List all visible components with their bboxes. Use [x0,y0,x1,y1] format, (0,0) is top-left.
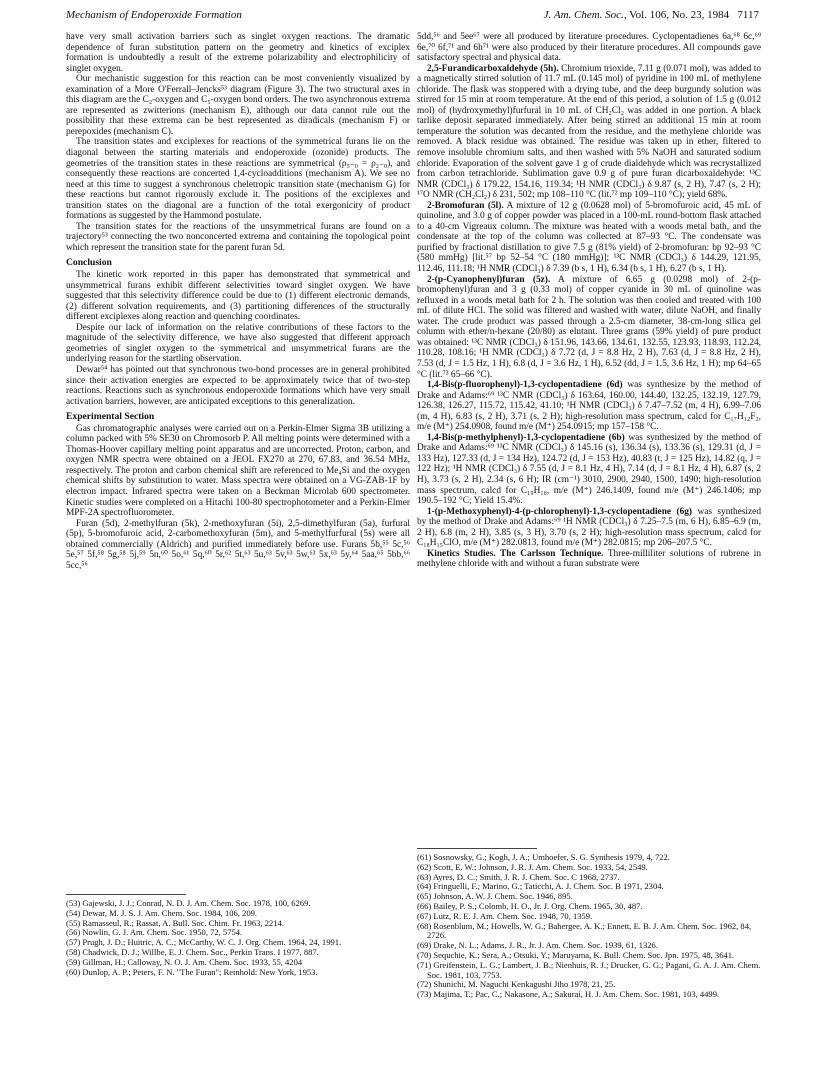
section-heading-experimental: Experimental Section [66,411,155,423]
reference-item: (66) Bailey, P. S.; Colomb, H. O., Jr. J. Org. Chem. 1965, 30, 487. [417,900,643,911]
header-title: Mechanism of Endoperoxide Formation [66,9,242,21]
paragraph: The transition states and exciplexes for reactions of the symmetrical furans lie on the diagonal between the starting materials and endoperoxide (ozonide) products. The geometries of the transition states in these reactions are symmetrical (ρ₅₋₀ = ρ₂₋₀), and consequently these reactions are concerted 1,4-cycloadditions (mechanism A). We see no need at this time to suggest a synchronous cheletropic transition state (mechanism G) for these reactions but cannot rigorously exclude it. The positions of the exciplexes and transition states on the diagonal are a function of the total exergonicity of product formations as suggested by the Hammond postulate. [66,137,410,222]
reference-item: (59) Gillman, H.; Calloway, N. O. J. Am. Chem. Soc. 1933, 55, 4204 [66,956,303,967]
reference-item: (55) Ramasseul, R.; Rassat, A. Bull. Soc. Chim. Fr. 1963, 2214. [66,917,284,928]
compound-heading: 1-(p-Methoxyphenyl)-4-(p-chlorophenyl)-1,3-cyclopentadiene (6g) [427,506,693,517]
compound-heading: 1,4-Bis(p-fluorophenyl)-1,3-cyclopentadiene (6d) [427,380,623,391]
paragraph-body: Three-milliliter solutions of rubrene in methylene chloride with and without a furan substrate were [417,548,761,570]
paragraph: have very small activation barriers such as singlet oxygen reactions. The dramatic dependence of furan substitution pattern on the geometry and kinetics of exciplex formation is undoubtedly a result of the extreme polarizability and electrophilicity of singlet oxygen. [66,32,410,74]
page-number: 7117 [737,9,759,21]
section-heading-conclusion: Conclusion [66,257,112,269]
section-heading-kinetics: Kinetics Studies. The Carlsson Technique. [427,548,604,559]
paragraph: Furan (5d), 2-methylfuran (5k), 2-methoxyfuran (5i), 2,5-dimethylfuran (5a), furfural (5p), 5-bromofuroic acid, 2-carbomethoxyfuran (5m), and 5-methylfurfural (5s) were all obtained commercially (Aldrich) and purified immediately before use. Furans 5b,⁵⁵ 5c,⁵⁶ 5e,⁵⁷ 5f,⁵⁸ 5g,⁵⁸ 5j,⁵⁹ 5n,⁶⁰ 5o,⁶¹ 5q,⁶⁰ 5r,⁶² 5t,⁶³ 5u,⁶³ 5v,⁶³ 5w,⁶³ 5x,⁶³ 5y,⁶⁴ 5aa,⁶⁵ 5bb,⁶⁶ 5cc,⁵⁶ [66,518,410,571]
reference-item: (72) Shunichi, M. Naguchi Kenkagushi Jiho 1978, 21, 25. [417,979,616,990]
paragraph: 5dd,⁵⁶ and 5ee⁶⁷ were all produced by literature procedures. Cyclopentadienes 6a,⁶⁸ 6c,⁶⁹ 6e,⁷⁰ 6f,⁷¹ and 6h⁷¹ were also produced by their literature procedures. All compounds gave satisfactory spectral and physical data. [417,32,761,64]
reference-item: (53) Gajewski, J. J.; Conrad, N. D. J. Am. Chem. Soc. 1978, 100, 6269. [66,898,311,908]
paragraph: The transition states for the reactions of the unsymmetrical furans are found on a trajectory⁵³ connecting the two nonconcerted extrema and containing the topological point which represent the transition state for the parent furan 5d. [66,221,410,253]
references-right [417,853,761,1000]
paragraph [417,380,761,433]
reference-item: (61) Sosnowsky, G.; Kogh, J. A.; Umhoefer, S. G. Synthesis 1979, 4, 722. [417,852,670,862]
reference-item: (70) Sequchie, K.; Sera, A.; Otsuki, Y.; Maruyama, K. Bull. Chem. Soc. Jpn. 1975, 48, 3641. [417,949,735,960]
paragraph [417,433,761,507]
reference-item: (73) Majima, T.; Pac, C.; Nakasone, A.; Sakurai, H. J. Am. Chem. Soc. 1981, 103, 4499. [417,989,720,1000]
header-journal: J. Am. Chem. Soc. [543,9,624,21]
reference-item: (69) Drake, N. L.; Adams, J. R., Jr. J. Am. Chem. Soc. 1939, 61, 1326. [417,940,658,951]
right-column [417,32,761,570]
paragraph: Our mechanistic suggestion for this reaction can be most conveniently visualized by examination of a More O'Ferrall–Jencks⁵³ diagram (Figure 3). The two structural axes in this diagram are the C₂-oxygen and C₅-oxygen bond orders. The two asynchronous extrema are represented as zwitterions (mechanism E), although our data cannot rule out the possibility that these extrema can be best represented as diradicals (mechanism F) or perepoxides (mechanism C). [66,74,410,137]
reference-item: (68) Rosenblum, M.; Howells, W. G.; Bahergee, A. K.; Ennett, E. B. J. Am. Chem. Soc. 1962, 84, 2726. [417,920,752,941]
paragraph: Dewar⁵⁴ has pointed out that synchronous two-bond processes are in general prohibited since their activation energies are expected to be approximately twice that of two-step reactions. Reactions such as synchronous endoperoxide formations which have very small activation barriers, however, are anticipated exceptions to this generalization. [66,364,410,407]
reference-item: (54) Dewar, M. J. S. J. Am. Chem. Soc. 1984, 106, 209. [66,907,258,918]
references-left [66,899,410,977]
footnote-rule [417,848,537,849]
reference-item: (58) Chadwick, D. J.; Willbe, E. J. Chem. Soc., Perkin Trans. I 1977, 887. [66,946,319,957]
paragraph: Gas chromatographic analyses were carried out on a Perkin-Elmer Sigma 3B utilizing a column packed with 5% SE30 on Chromosorb P. All melting points were determined with a Thomas-Hoover capillary melting point apparatus and are uncorrected. Proton, carbon, and oxygen NMR spectra were obtained on a JEOL FX270 at 270, 67.83, and 36.54 MHz, respectively. The proton and carbon chemical shift are referenced to Me₄Si and the oxygen chemical shifts by substitution to water. Mass spectra were obtained on a VG-ZAB-1F by electron impact. Infrared spectra were taken on a Beckman Microlab 600 spectrometer. Kinetic studies were completed on a Hitachi 100-80 spectrophotometer and a Perkin-Elmer MPF-2A spectrofluorometer. [66,423,410,519]
paragraph-body: A mixture of 12 g (0.0628 mol) of 5-bromofuroic acid, 45 mL of quinoline, and 3.0 g of copper powder was placed in a 100-mL round-bottom flask attached to a 40-cm Vigreaux column. The mixture was heated with a woods metal bath, and the condensate at the top of the column was collected at 87–93 °C. The condensate was purified by fractional distillation to give 7.5 g (81% yield) of 2-bromofuran: bp 92–93 °C (580 mmHg) [lit.⁵⁷ bp 52–54 °C (180 mmHg)]; ¹³C NMR (CDCl₃) δ 144.29, 121.95, 112.46, 111.18; ¹H NMR (CDCl₃) δ 7.39 (b s, 1 H), 6.34 (b s, 1 H), 6.27 (b s, 1 H). [417,200,761,275]
reference-item: (71) Greifenstein, L. G.; Lambert, J. B.; Nienhuis, R. J.; Drucker, G. G.; Pagani, G. A. J. Am. Chem. Soc. 1981, 103, 7753. [417,959,761,980]
reference-item: (65) Johnson, A. W. J. Chem. Soc. 1946, 895. [417,891,573,902]
reference-item: (56) Nowlin, G. J. Am. Chem. Soc. 1950, 72, 5754. [66,927,243,938]
left-column [66,32,410,571]
paragraph: Despite our lack of information on the relative contributions of these factors to the magnitude of the selectivity difference, we have also suggested that different approach geometries of singlet oxygen to the symmetrical and unsymmetrical furans are the underlying reason for the startling observation. [66,322,410,365]
compound-heading: 2-Bromofuran (5l). [427,200,504,211]
paragraph [417,201,761,275]
paragraph-body: was synthesized by the method of Drake and Adams:⁶⁹ ¹H NMR (CDCl₃) δ 7.25–7.5 (m, 6 H), 6.85–6.9 (m, 2 H), 6.8 (m, 2 H), 3.85 (s, 3 H), 3.70 (s, 2 H); high-resolution mass spectrum, calcd for C₁₈H₁₅ClO, m/e (M⁺) 282.0813, found m/e (M⁺) 282.0815; mp 206–207.5 °C. [417,506,761,549]
reference-item: (62) Scott, E. W.; Johnson, J. R. J. Am. Chem. Soc. 1933, 54, 2549. [417,861,648,872]
footnote-rule [66,894,186,895]
paragraph-body: A mixture of 6.65 g (0.0298 mol) of 2-(p-bromophenyl)furan and 3 g (0.33 mol) of copper cyanide in 30 mL of quinoline was refluxed in a woods metal bath for 2 h. The solution was then cooled and treated with 100 mL of dilute HCl. The solid was filtered and washed with water, dilute NaOH, and finally water. The crude product was passed through a 2.5-cm diameter, 38-cm-long silica gel column with ether/n-hexane (20/80) as elutant. Three grams (59% yield) of pure product was obtained: ¹³C NMR (CDCl₃) δ 151.96, 143.66, 134.61, 132.55, 123.93, 118.93, 112.24, 110.28, 108.16; ¹H NMR (CDCl₃) δ 7.72 (d, J = 8.8 Hz, 2 H), 7.63 (d, J = 8.8 Hz, 2 H), 7.53 (d, J = 1.5 Hz, 1 H), 6.8 (d, J = 3.6 Hz, 1 H), 6.52 (dd, J = 1.5, 3.6 Hz, 1 H); mp 64–65 °C (lit.⁷³ 65–66 °C). [417,274,761,380]
header-volume: , Vol. 106, No. 23, 1984 [623,9,730,21]
compound-heading: 2-(p-Cyanophenyl)furan (5z). [427,274,551,285]
paragraph [417,275,761,380]
paragraph-body: Chromium trioxide, 7.11 g (0.071 mol), was added to a magnetically stirred solution of 11.7 mL (0.145 mol) of pyridine in 100 mL of methylene chloride. The flask was stoppered with a drying tube, and the deep burgundy solution was stirred for 15 min at room temperature. At the end of this period, a solution of 1.5 g (0.012 mol) of (hydroxymethyl)furfural in 10 mL of CH₂Cl₂ was added in one portion. A black tarlike deposit separated immediately. After being stirred an additional 15 min at room temperature the solution was decanted from the residue, and the methylene chloride was removed. A black residue was obtained. The residue was taken up in ether, filtered to remove insoluble chromium salts, and then washed with 5% NaOH and saturated sodium chloride. Evaporation of the solvent gave 1 g of crude dialdehyde which was recrystallized from carbon tetrachloride. Sublimation gave 0.9 g of pure furan dicarboxaldehyde: ¹³C NMR (CDCl₃) δ 179.22, 154.16, 119.34; ¹H NMR (CDCl₃) δ 9.87 (s, 2 H), 7.47 (s, 2 H); ¹⁷O NMR (CH₂Cl₂) δ 231, 502; mp 108–110 °C (lit.⁷² mp 109–110 °C); yield 68%. [417,63,761,201]
paragraph-body: was synthesized by the method of Drake and Adams:⁶⁹ ¹³C NMR (CDCl₃) δ 145.16 (s), 136.34 (s), 133.36 (s), 129.31 (d, J = 133 Hz), 127.33 (d, J = 134 Hz), 124.72 (d, J = 153 Hz), 40.83 (t, J = 125 Hz), 14.82 (q, J = 122 Hz); ¹H NMR (CDCl₃) δ 7.55 (d, J = 8.1 Hz, 4 H), 7.14 (d, J = 8.1 Hz, 4 H), 6.87 (s, 2 H), 3.73 (s, 2 H), 2.34 (s, 6 H); IR (cm⁻¹) 3010, 2900, 2940, 1500, 1490; high-resolution mass spectrum, calcd for C₁₉H₁₈, m/e (M⁺) 246.1409, found m/e (M⁺) 246.1406; mp 190.5–192 °C; Yield 15.4%. [417,432,761,507]
compound-heading: 2,5-Furandicarboxaldehyde (5h). [427,63,559,74]
paragraph-body: was synthesize by the method of Drake and Adams:⁶⁹ ¹³C NMR (CDCl₃) δ 163.64, 160.00, 144.40, 132.25, 132.19, 127.79, 126.38, 126.27, 115.72, 115.42, 41.10; ¹H NMR (CDCl₃) δ 7.47–7.52 (m, 4 H), 6.99–7.06 (m, 4 H), 6.83 (s, 2 H), 3.71 (s, 2 H); high-resolution mass spectrum, calcd for C₁₇H₁₂F₂, m/e (M⁺) 254.0908, found m/e (M⁺) 254.0915; mp 157–158 °C. [417,380,761,433]
reference-item: (64) Fringuelli, F.; Marino, G.; Taticchi, A. J. Chem. Soc. B 1971, 2304. [417,881,664,892]
compound-heading: 1,4-Bis(p-methylphenyl)-1,3-cyclopentadiene (6b) [427,432,625,443]
paragraph [417,507,761,549]
reference-item: (67) Lutz, R. E. J. Am. Chem. Soc. 1948, 70, 1359. [417,910,593,921]
paragraph [417,549,761,570]
reference-item: (60) Dunlop, A. P.; Peters, F. N. "The Furan"; Reinhold: New York, 1953. [66,966,318,977]
reference-item: (57) Prugh, J. D.; Huitric, A. C.; McCarthy, W. C. J. Org. Chem. 1964, 24, 1991. [66,937,342,948]
reference-item: (63) Ayres, D. C.; Smith, J. R. J. Chem. Soc. C 1968, 2737. [417,871,620,882]
paragraph: The kinetic work reported in this paper has demonstrated that symmetrical and unsymmetrical furans exhibit different selectivities toward singlet oxygen. We have suggested that this selectivity difference could be due to (1) different electronic demands, (2) different solvation requirements, and (3) partitioning differences of the structurally different exciplexes along reaction and quenching coordinates. [66,270,410,323]
paragraph [417,64,761,201]
header-citation [544,9,759,21]
running-header [66,9,759,25]
